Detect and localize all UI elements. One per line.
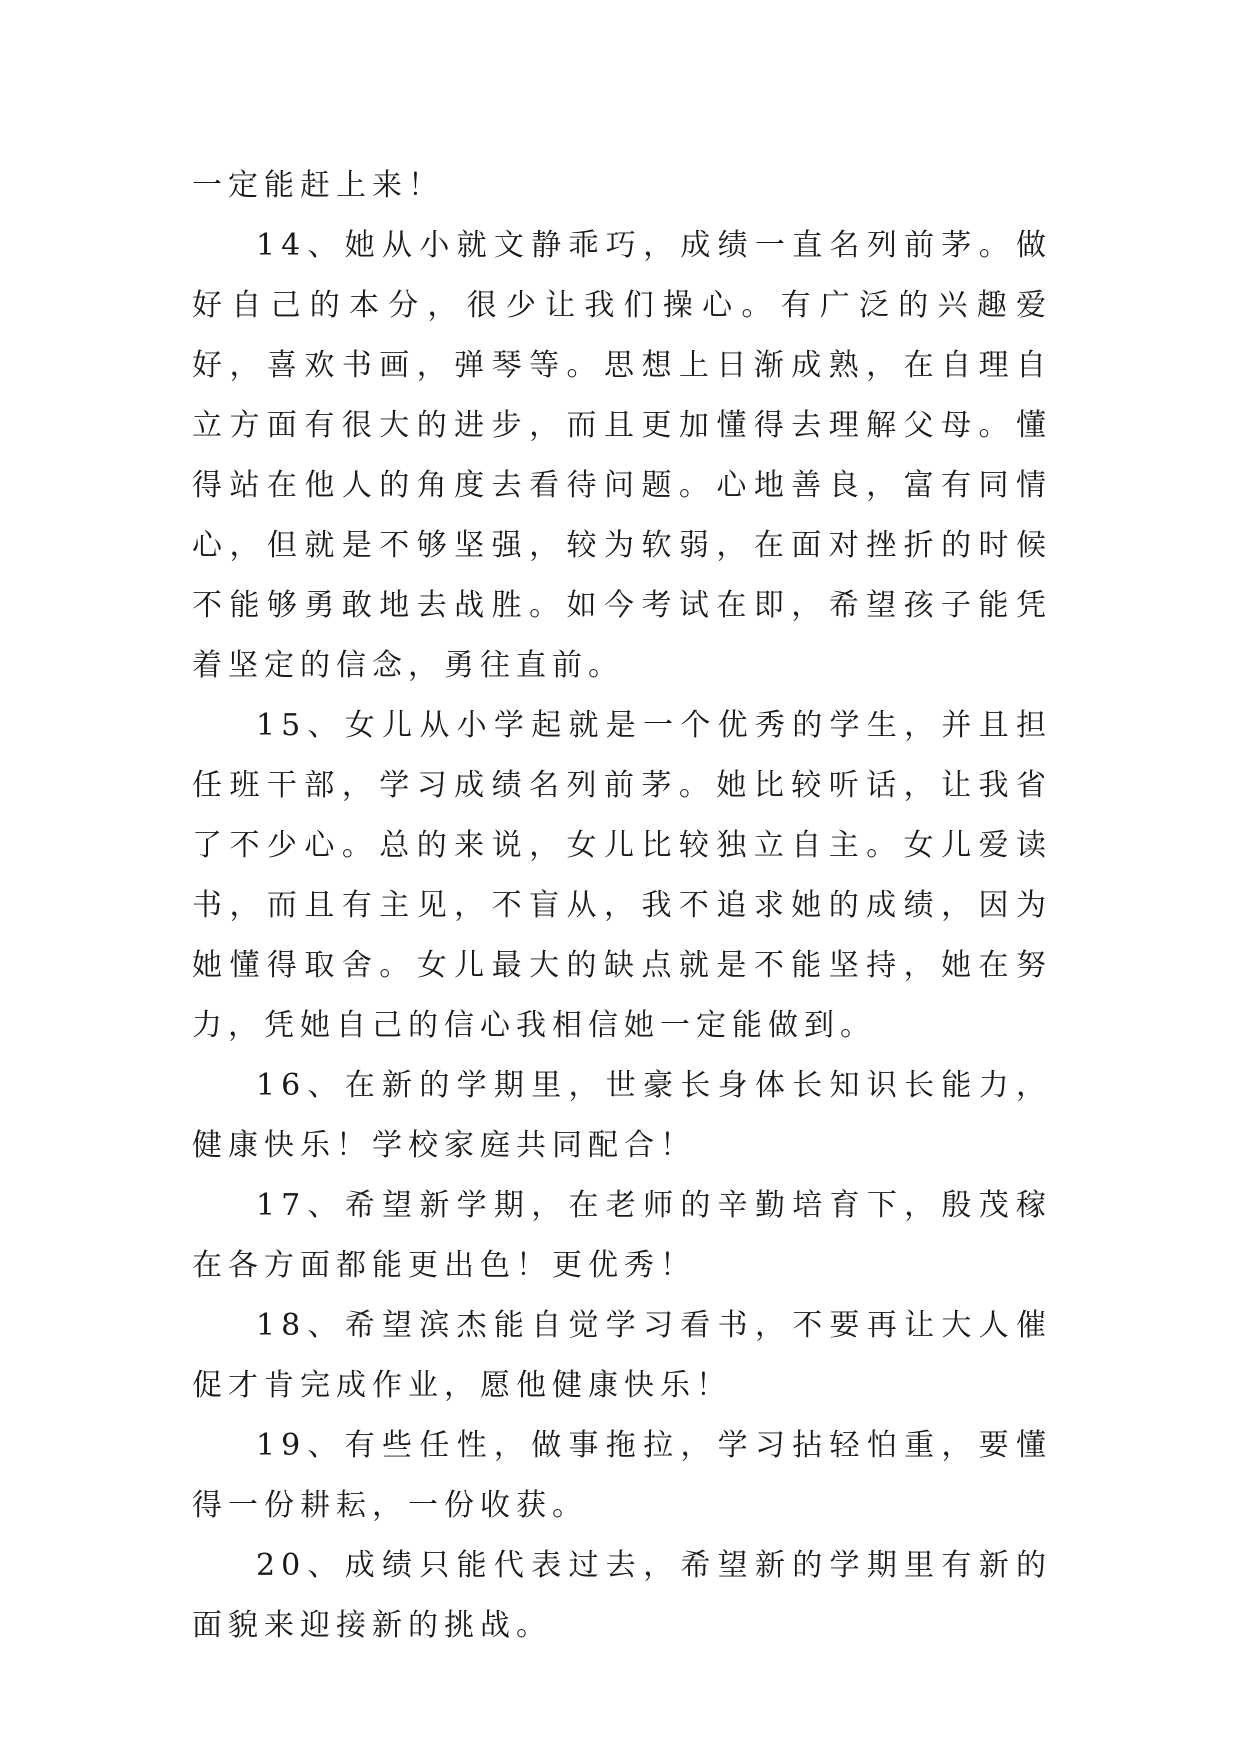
paragraph-item-20: 20、成绩只能代表过去，希望新的学期里有新的面貌来迎接新的挑战。	[192, 1548, 1052, 1643]
document-body	[192, 156, 1052, 1656]
paragraph-item-14: 14、她从小就文静乖巧，成绩一直名列前茅。做好自己的本分，很少让我们操心。有广泛的兴趣爱好，喜欢书画，弹琴等。思想上日渐成熟，在自理自立方面有很大的进步，而且更加懂得去理解父母。懂得站在他人的角度去看待问题。心地善良，富有同情心，但就是不够坚强，较为软弱，在面对挫折的时候不能够勇敢地去战胜。如今考试在即，希望孩子能凭着坚定的信念，勇往直前。	[192, 228, 1052, 683]
paragraph-item-19: 19、有些任性，做事拖拉，学习拈轻怕重，要懂得一份耕耘，一份收获。	[192, 1428, 1052, 1523]
paragraph-item-17: 17、希望新学期，在老师的辛勤培育下，殷茂稼在各方面都能更出色！更优秀！	[192, 1188, 1052, 1283]
paragraph-continuation: 一定能赶上来！	[192, 168, 444, 203]
paragraph-item-15: 15、女儿从小学起就是一个优秀的学生，并且担任班干部，学习成绩名列前茅。她比较听话，让我省了不少心。总的来说，女儿比较独立自主。女儿爱读书，而且有主见，不盲从，我不追求她的成绩，因为她懂得取舍。女儿最大的缺点就是不能坚持，她在努力，凭她自己的信心我相信她一定能做到。	[192, 708, 1052, 1043]
paragraph-item-16: 16、在新的学期里，世豪长身体长知识长能力，健康快乐！学校家庭共同配合！	[192, 1068, 1052, 1163]
paragraph-item-18: 18、希望滨杰能自觉学习看书，不要再让大人催促才肯完成作业，愿他健康快乐！	[192, 1308, 1052, 1403]
